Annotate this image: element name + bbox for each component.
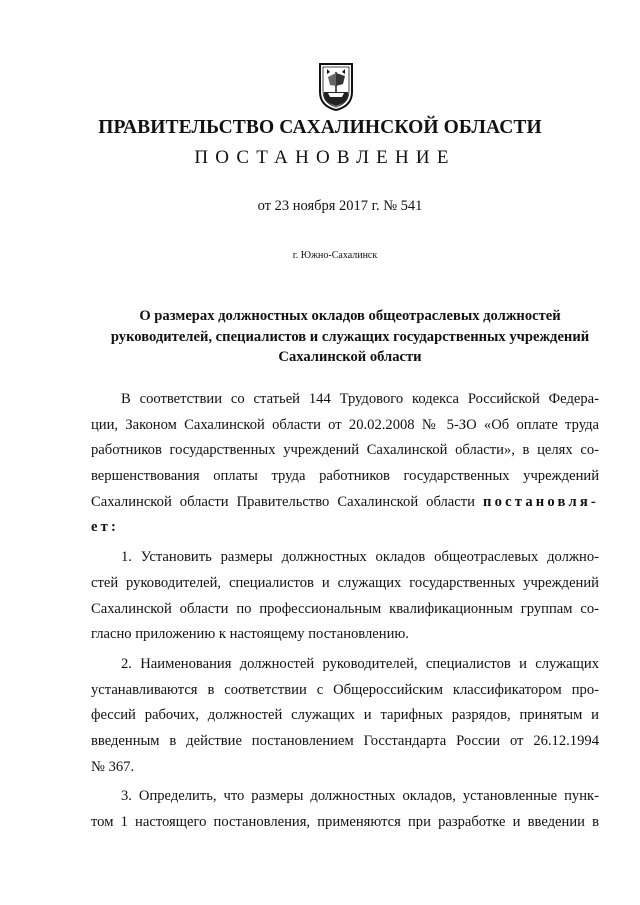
- text-line: том 1 настоящего постановления, применяются при разработке и введении в: [91, 814, 599, 830]
- text-line: ции, Законом Сахалинской области от 20.02.2008 № 5-ЗО «Об оплате труда: [91, 416, 599, 433]
- text-line: работников государственных учреждений Сахалинской области», в целях со-: [91, 442, 599, 459]
- government-title: ПРАВИТЕЛЬСТВО САХАЛИНСКОЙ ОБЛАСТИ: [98, 117, 542, 138]
- text-line: устанавливаются в соответствии с Общероссийским классификатором про-: [91, 681, 599, 698]
- text-line: 1. Установить размеры должностных окладов общеотраслевых должно-: [121, 549, 599, 566]
- sakhalin-coat-of-arms-icon: [318, 62, 354, 112]
- item-paragraph: [91, 652, 599, 780]
- item-paragraph: [91, 545, 599, 648]
- item-paragraph: [91, 784, 599, 835]
- resolution-keyword-end: ет:: [91, 519, 120, 536]
- document-body: [91, 387, 599, 840]
- text-line: 2. Наименования должностей руководителей, специалистов и служащих: [121, 655, 599, 672]
- text-line: [91, 515, 599, 541]
- text-line: гласно приложению к настоящему постановлению.: [91, 626, 409, 643]
- subject-line: Сахалинской области: [278, 349, 422, 365]
- resolution-keyword: постановля-: [482, 493, 599, 510]
- text-line: 3. Определить, что размеры должностных окладов, установленные пунк-: [121, 788, 599, 805]
- text-line: В соответствии со статьей 144 Трудового кодекса Российской Федера-: [121, 391, 599, 407]
- text-line: вершенствования оплаты труда работников государственных учреждений: [91, 468, 599, 485]
- document-subject: [100, 306, 600, 368]
- text-line: Сахалинской области по профессиональным квалификационным группам со-: [91, 600, 599, 617]
- text-line: № 367.: [91, 758, 135, 775]
- document-type: ПОСТАНОВЛЕНИЕ: [194, 147, 456, 168]
- subject-line: О размерах должностных окладов общеотраслевых должностей: [139, 308, 561, 324]
- text-line: стей руководителей, специалистов и служащих государственных учреждений: [91, 574, 599, 591]
- text-line: введенным в действие постановлением Госстандарта России от 26.12.1994: [91, 732, 599, 749]
- text-fragment: Сахалинской области Правительство Сахалинской области: [91, 493, 475, 510]
- date-and-number: от 23 ноября 2017 г. № 541: [257, 198, 423, 214]
- text-line: [91, 490, 599, 516]
- text-line: фессий рабочих, должностей служащих и тарифных разрядов, принятым и: [91, 707, 599, 724]
- city-line: г. Южно-Сахалинск: [292, 250, 378, 261]
- subject-line: руководителей, специалистов и служащих государственных учреждений: [110, 328, 590, 345]
- intro-paragraph: [91, 387, 599, 541]
